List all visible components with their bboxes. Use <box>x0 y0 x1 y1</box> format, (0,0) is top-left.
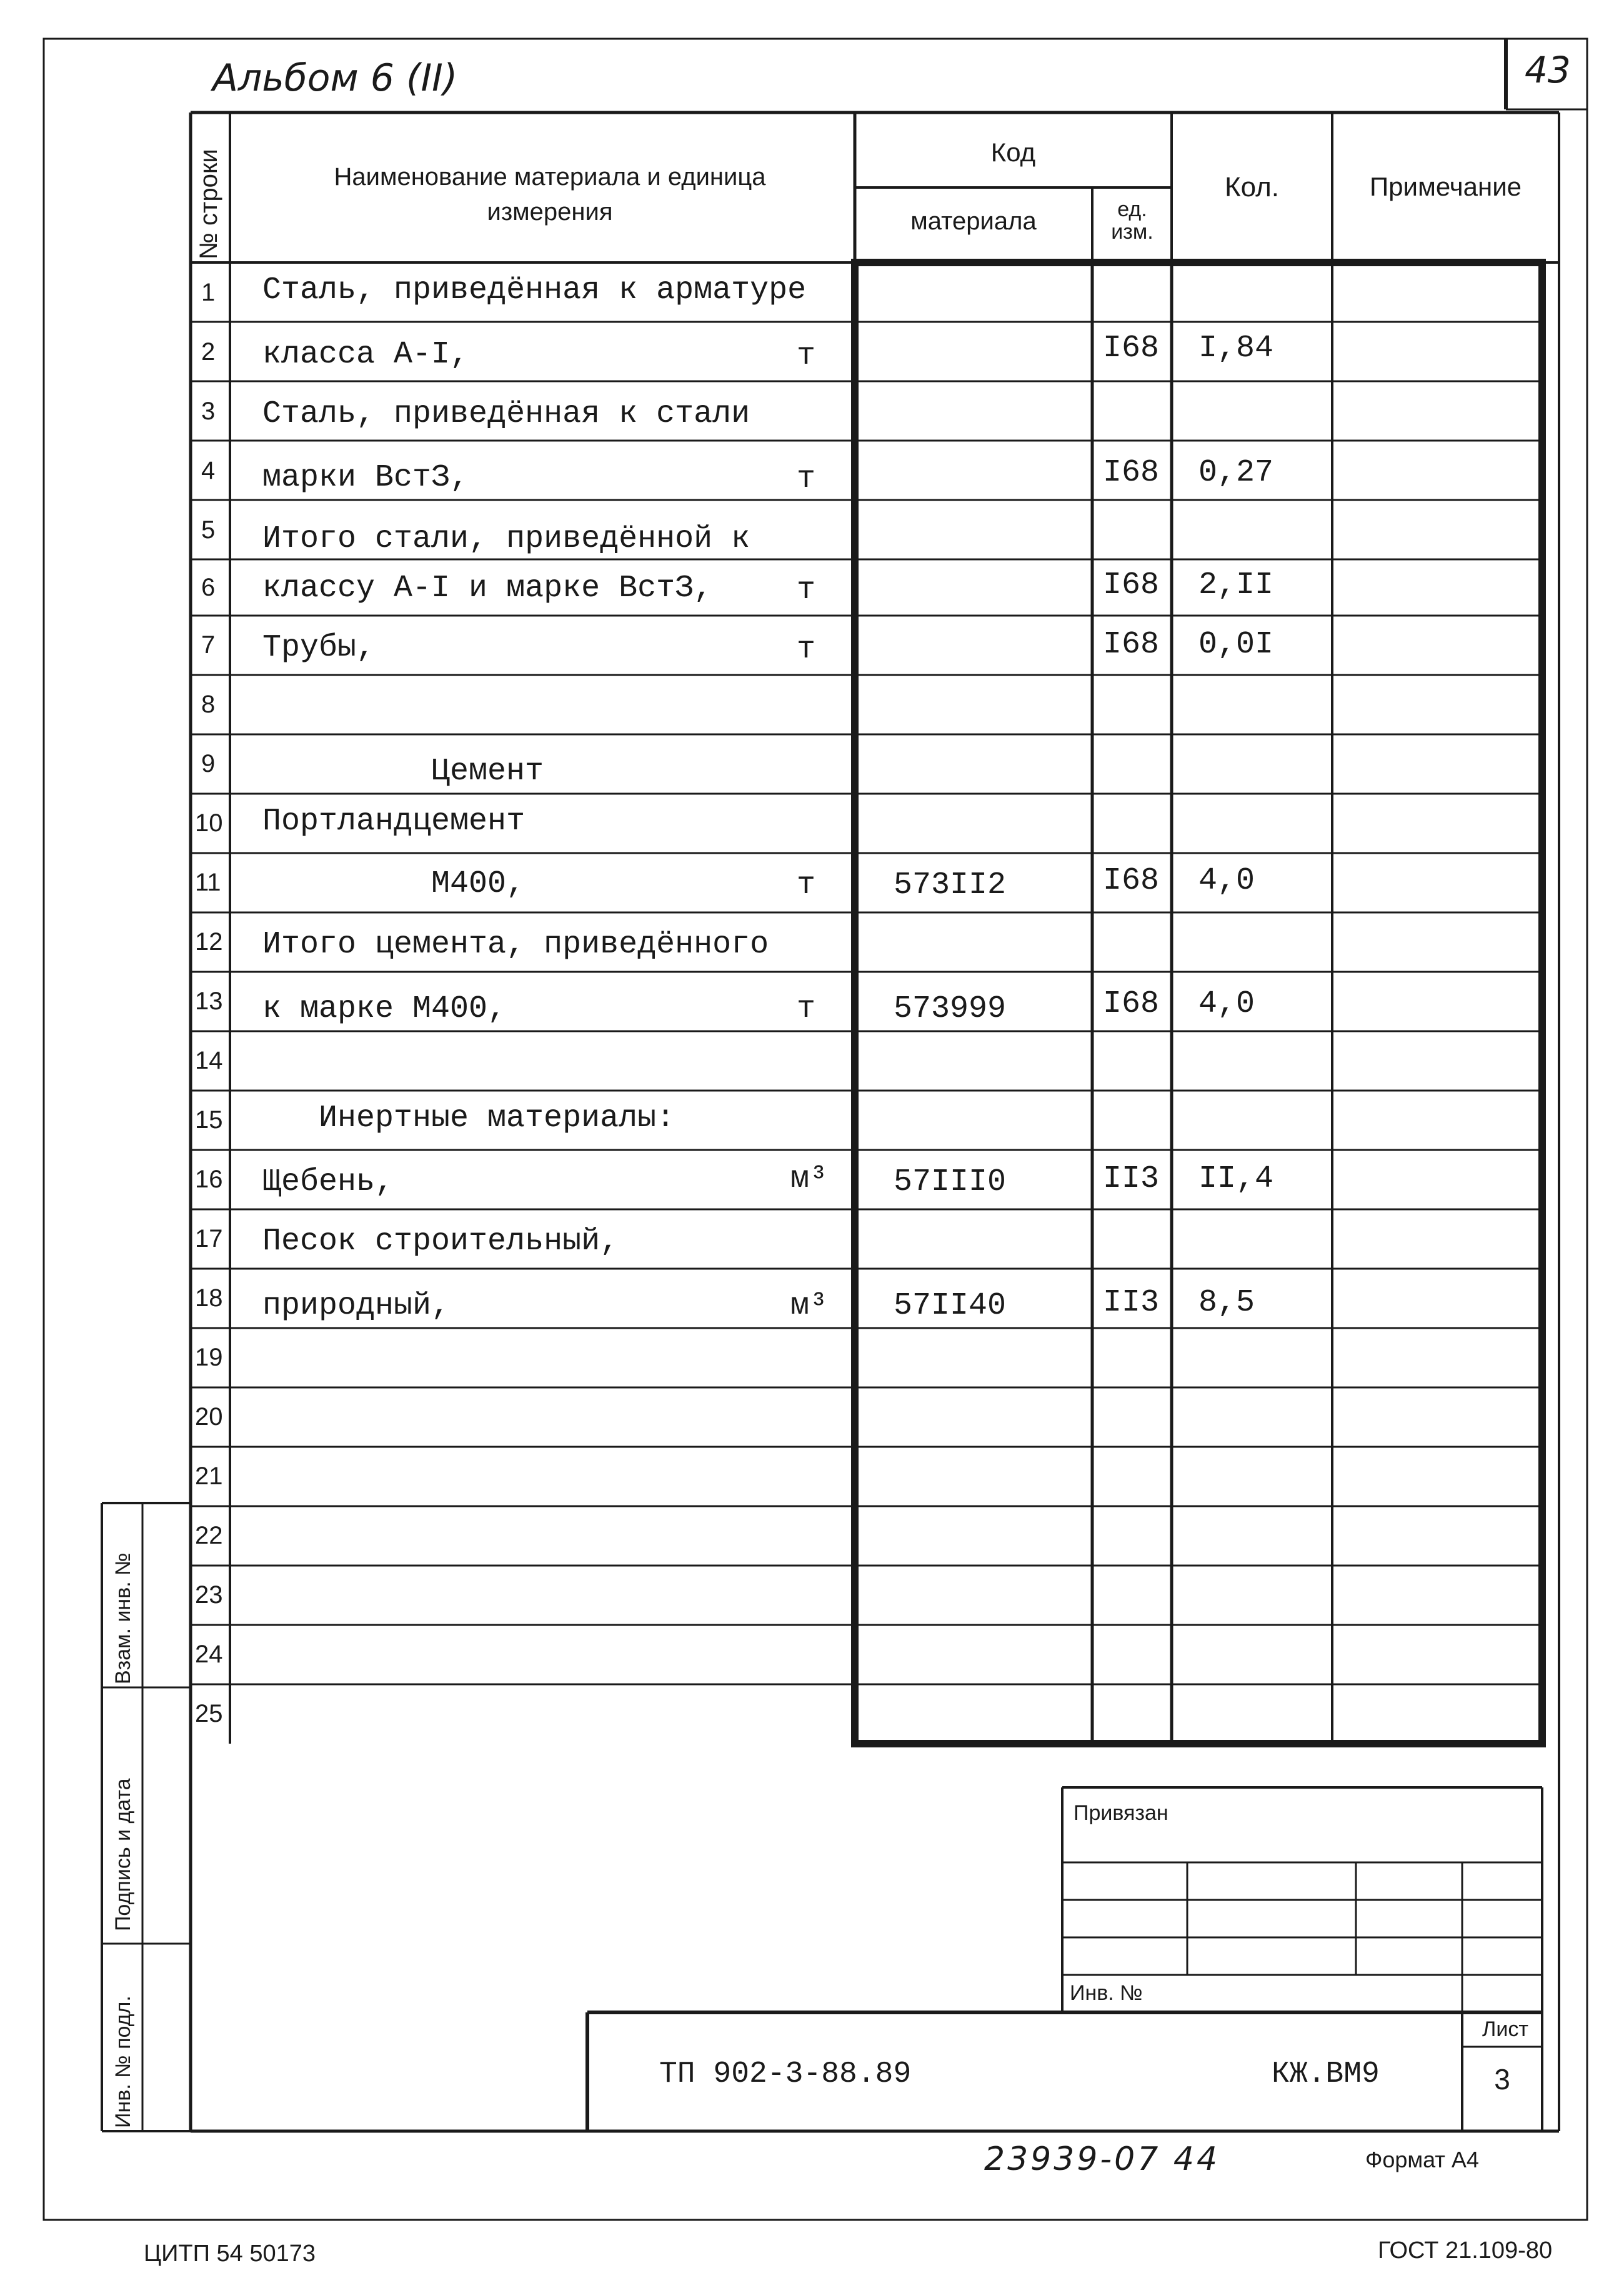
row-unit-code: I68 <box>1103 567 1160 603</box>
row-name: природный, <box>262 1288 451 1324</box>
row-quantity: 0,27 <box>1198 455 1274 491</box>
page-number: 43 <box>1525 49 1571 91</box>
row-number: 13 <box>195 987 223 1015</box>
row-quantity: 8,5 <box>1198 1285 1255 1321</box>
row-quantity: II,4 <box>1198 1161 1274 1197</box>
row-unit: т <box>797 632 816 667</box>
row-material-code: 57II40 <box>894 1288 1007 1324</box>
row-name: Щебень, <box>262 1164 394 1200</box>
row-name: Песок строительный, <box>262 1224 619 1259</box>
row-number: 7 <box>201 631 216 659</box>
col-name-header: Наименование материала и единица измерения <box>334 163 766 226</box>
row-name: Цемент <box>431 754 544 789</box>
project-code: ТП 902-3-88.89 <box>659 2057 912 2091</box>
row-number: 18 <box>195 1284 223 1312</box>
row-number: 3 <box>201 397 216 425</box>
row-number: 20 <box>195 1403 223 1431</box>
row-unit: т <box>797 461 816 497</box>
row-unit-code: II3 <box>1103 1161 1160 1197</box>
inv-no-label: Инв. № <box>1070 1981 1143 2005</box>
row-name: классу А-I и марке ВстЗ, <box>262 571 713 606</box>
row-unit: т <box>797 572 816 608</box>
row-number: 8 <box>201 691 216 718</box>
side-stamp-vzam: Взам. инв. № <box>111 1552 135 1684</box>
row-number: 25 <box>195 1700 223 1727</box>
row-unit-code: I68 <box>1103 863 1160 899</box>
row-number: 6 <box>201 574 216 601</box>
row-number: 22 <box>195 1522 223 1549</box>
row-number: 24 <box>195 1641 223 1668</box>
row-number: 23 <box>195 1581 223 1609</box>
row-unit-code: I68 <box>1103 455 1160 491</box>
row-quantity: 2,II <box>1198 567 1274 603</box>
row-name: Итого стали, приведённой к <box>262 521 750 557</box>
row-unit: м³ <box>790 1288 829 1324</box>
row-quantity: 4,0 <box>1198 863 1255 899</box>
col-note-header: Примечание <box>1369 172 1522 201</box>
row-number: 9 <box>201 750 216 777</box>
row-number: 19 <box>195 1344 223 1371</box>
gost-code: ГОСТ 21.109-80 <box>1378 2237 1553 2264</box>
row-name: Инертные материалы: <box>319 1101 675 1136</box>
col-code-header: Код <box>990 137 1036 167</box>
row-number: 21 <box>195 1462 223 1490</box>
side-stamp-podpis: Подпись и дата <box>111 1778 135 1931</box>
row-unit: м³ <box>790 1161 829 1197</box>
row-name: Сталь, приведённая к арматуре <box>262 272 807 308</box>
row-unit-code: I68 <box>1103 986 1160 1022</box>
row-material-code: 57III0 <box>894 1164 1007 1200</box>
album-label: Альбом 6 (II) <box>212 56 458 100</box>
handwritten-number: 23939-07 44 <box>984 2141 1220 2178</box>
col-code-material-header: материала <box>910 207 1037 235</box>
row-material-code: 573999 <box>894 991 1007 1027</box>
row-name: к марке М400, <box>262 991 507 1027</box>
row-quantity: I,84 <box>1198 331 1274 366</box>
row-number: 2 <box>201 338 216 366</box>
left-footer-code: ЦИТП 54 50173 <box>144 2241 316 2267</box>
row-number: 10 <box>195 809 223 837</box>
row-material-code: 573II2 <box>894 867 1007 903</box>
col-code-unit-header: ед. изм. <box>1111 197 1153 244</box>
row-number: 1 <box>201 279 216 306</box>
row-unit-code: II3 <box>1103 1285 1160 1321</box>
row-name: М400, <box>431 866 526 902</box>
document-code: КЖ.ВМ9 <box>1272 2057 1380 2091</box>
row-name: Итого цемента, приведённого <box>262 927 769 962</box>
sheet-number: 3 <box>1494 2063 1510 2096</box>
row-number: 15 <box>195 1106 223 1134</box>
col-qty-header: Кол. <box>1224 172 1280 202</box>
row-unit: т <box>797 991 816 1027</box>
row-quantity: 4,0 <box>1198 986 1255 1022</box>
side-stamp-inv-podl: Инв. № подл. <box>111 1996 135 2128</box>
row-unit: т <box>797 338 816 374</box>
row-number: 4 <box>201 457 216 484</box>
row-number: 5 <box>201 516 216 544</box>
row-number: 14 <box>195 1047 223 1074</box>
row-name: Трубы, <box>262 630 376 666</box>
row-name: Портландцемент <box>262 804 526 839</box>
row-quantity: 0,0I <box>1198 627 1274 662</box>
row-name: Сталь, приведённая к стали <box>262 396 750 432</box>
row-number: 12 <box>195 928 223 956</box>
format-label: Формат А4 <box>1365 2147 1479 2172</box>
row-unit: т <box>797 867 816 903</box>
row-number: 17 <box>195 1225 223 1252</box>
row-name: марки ВстЗ, <box>262 460 469 496</box>
row-number: 16 <box>195 1166 223 1193</box>
col-row-number-header: № строки <box>195 149 222 259</box>
row-unit-code: I68 <box>1103 627 1160 662</box>
sheet-label: Лист <box>1482 2017 1528 2041</box>
row-number: 11 <box>195 869 221 896</box>
row-unit-code: I68 <box>1103 331 1160 366</box>
privyazan-label: Привязан <box>1074 1801 1168 1825</box>
row-name: класса А-I, <box>262 337 469 372</box>
